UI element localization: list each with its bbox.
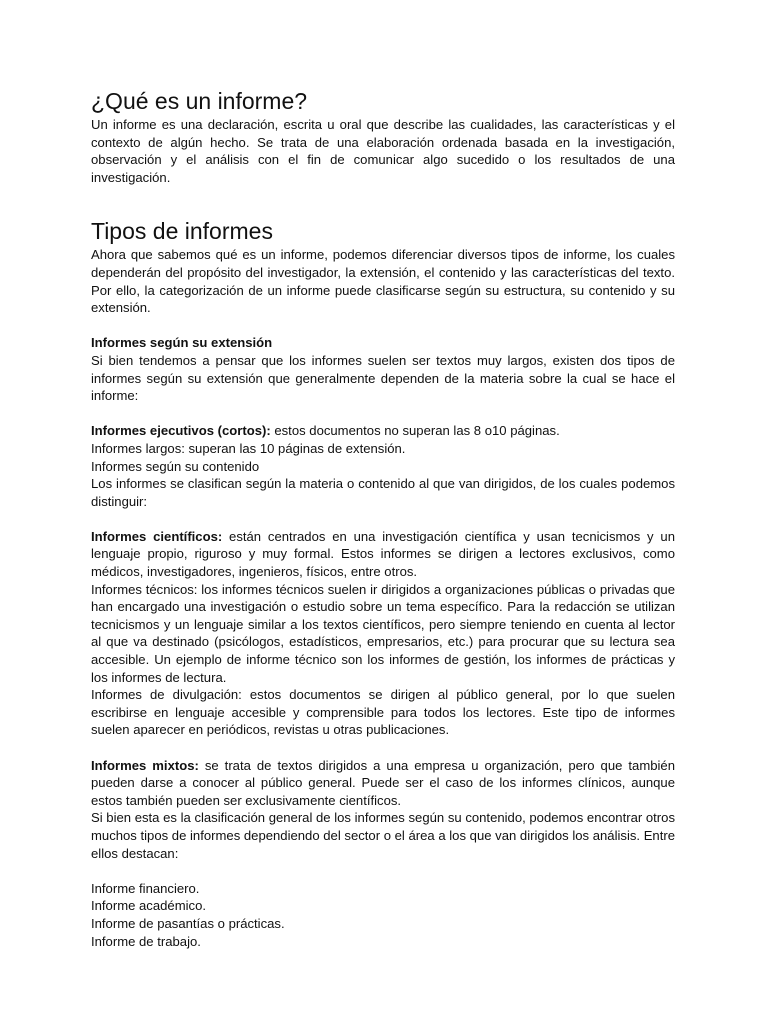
list-item: Informe académico. xyxy=(91,898,206,914)
item-largos: Informes largos: superan las 10 páginas de extensión. xyxy=(91,440,406,456)
label-cientificos: Informes científicos: xyxy=(91,528,223,544)
spacer xyxy=(91,739,675,757)
spacer xyxy=(91,510,675,528)
item-divulgacion: Informes de divulgación: estos documentos se dirigen al público general, por lo que suelen escribirse en lenguaje accesible y comprensible para todos los lectores. Este tipo de informes suelen aparecer en periódicos, revistas u otras publicaciones. xyxy=(91,687,675,738)
document-page xyxy=(91,86,675,950)
list-item: Informe financiero. xyxy=(91,880,200,896)
paragraph-contenido: Los informes se clasifican según la materia o contenido al que van dirigidos, de los cuales podemos distinguir: xyxy=(91,476,675,509)
paragraph-otros: Si bien esta es la clasificación general de los informes según su contenido, podemos encontrar otros muchos tipos de informes dependiendo del sector o el área a los que van dirigidos los análisis. Entre ellos destacan: xyxy=(91,810,675,861)
item-mixtos: Informes mixtos: se trata de textos dirigidos a una empresa u organización, pero que también pueden darse a conocer al público general. Puede ser el caso de los informes clínicos, aunque estos también pueden ser exclusivamente científicos. xyxy=(91,757,675,808)
paragraph-intro-tipos: Ahora que sabemos qué es un informe, podemos diferenciar diversos tipos de informe, los cuales dependerán del propósito del investigador, la extensión, el contenido y las características del texto. Por ello, la categorización de un informe puede clasificarse según su estructura, su contenido y su extensión. xyxy=(91,247,675,316)
section-title-que-es: ¿Qué es un informe? xyxy=(91,88,308,114)
item-tecnicos: Informes técnicos: los informes técnicos suelen ir dirigidos a organizaciones públicas o privadas que han encargado una investigación o estudio sobre un tema específico. Para la redacción se utilizan tecnicismos y un lenguaje similar a los textos científicos, pero siempre teniendo en cuenta al lector al que va destinado (psicólogos, estadísticos, empresarios, etc.) para procurar que su lectura sea accesible. Un ejemplo de informe técnico son los informes de gestión, los informes de prácticas y los informes de lectura. xyxy=(91,581,675,685)
paragraph-definicion: Un informe es una declaración, escrita u oral que describe las cualidades, las características y el contexto de algún hecho. Se trata de una elaboración ordenada basada en la investigación, observación y el análisis con el fin de comunicar algo sucedido o los resultados de una investigación. xyxy=(91,117,675,185)
spacer xyxy=(91,186,675,216)
section-title-tipos: Tipos de informes xyxy=(91,218,273,245)
spacer xyxy=(91,317,675,335)
item-ejecutivos: Informes ejecutivos (cortos): estos documentos no superan las 8 o10 páginas. xyxy=(91,423,560,439)
spacer xyxy=(91,862,675,880)
subheading-contenido: Informes según su contenido xyxy=(91,458,260,474)
subheading-extension: Informes según su extensión xyxy=(91,335,273,351)
label-ejecutivos: Informes ejecutivos (cortos): xyxy=(91,423,271,439)
list-item: Informe de pasantías o prácticas. xyxy=(91,915,285,931)
label-mixtos: Informes mixtos: xyxy=(91,757,199,773)
list-item: Informe de trabajo. xyxy=(91,933,201,949)
item-cientificos: Informes científicos: están centrados en una investigación científica y usan tecnicismos y un lenguaje propio, riguroso y muy formal. Estos informes se dirigen a lectores exclusivos, como médicos, investigadores, ingenieros, físicos, entre otros. xyxy=(91,528,675,580)
spacer xyxy=(91,405,675,423)
paragraph-extension: Si bien tendemos a pensar que los informes suelen ser textos muy largos, existen dos tipos de informes según su extensión que generalmente dependen de la materia sobre la cual se hace el informe: xyxy=(91,352,675,404)
